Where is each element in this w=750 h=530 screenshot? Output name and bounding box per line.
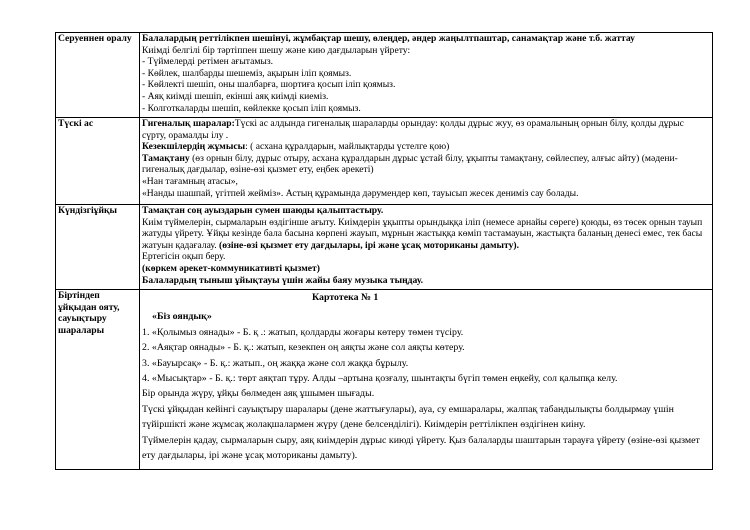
hygiene-paragraph xyxy=(142,118,710,141)
table-row xyxy=(56,33,713,118)
list-item: 4. «Мысықтар» - Б. қ.: төрт аяқтап тұру. Алды –артына қозғалу, шынтақты бүгіп төмен еңкейу, сол қалыпқа келу. xyxy=(142,373,618,385)
sleep-text: Киім түймелерін, сырмаларын өздігінше ағыту. Киімдерін ұқыпты орындыққа іліп (немесе арнайы сөреге) қоюды, өз төсек орнын тауып жатуды үйрету. Ұйқы кезінде бала басына көрпені жауып, мұрнын жастыққа көміп тастамауын, жастықта баланың денесі емес, тек басы жатуын қадағалау. xyxy=(142,216,703,251)
text-line: - Көйлек, шалбарды шешеміз, ақырын іліп қоямыз. xyxy=(142,67,352,79)
daily-schedule-table xyxy=(55,32,713,470)
row-heading: Тамақтан соң ауыздарын сумен шаюды қалыптастыру. xyxy=(142,205,384,216)
text-line: «Нан тағамның атасы», xyxy=(142,175,238,187)
hygiene-text: Түскі ас алдында гигеналық шараларды орындау: қолды дұрыс жуу, өз орамалының орнын білу, қолды дұрыс сүрту, орамалды ілу . xyxy=(142,118,684,141)
sleep-skills-note: (өзіне-өзі қызмет ету дағдылары, ірі және ұсақ моториканы дамыту). xyxy=(216,239,519,251)
table-row xyxy=(56,118,713,205)
list-item: Бір орында жүру, ұйқы бөлмеден аяқ ұшымен шығады. xyxy=(142,388,375,400)
text-line: - Аяқ киімді шешіп, екінші аяқ киімді киеміз. xyxy=(142,90,329,102)
row-label: Серуеннен оралу xyxy=(56,33,140,118)
text-line: Киімді белгілі бір тәртіппен шешу және кию дағдыларын үйрету: xyxy=(142,44,411,56)
list-item: 3. «Бауырсақ» - Б. қ.: жатып., оң жаққа және сол жаққа бұрылу. xyxy=(142,357,409,369)
hygiene-label: Гигеналық шаралар: xyxy=(142,118,235,129)
row-label: Күндізгіұйқы xyxy=(56,205,140,290)
table-row xyxy=(56,290,713,470)
row-heading: Балалардың реттілікпен шешінуі, жұмбақтар шешу, өлеңдер, әндер жаңылтпаштар, санамақтар және т.б. жаттау xyxy=(142,33,635,44)
duty-paragraph xyxy=(142,141,710,153)
text-line: Балалардың тыныш ұйықтауы үшін жайы баяу музыка тыңдау. xyxy=(142,274,424,286)
card-subtitle: «Біз ояндық» xyxy=(152,311,212,323)
eating-text: (өз орнын білу, дұрыс отыру, асхана құралдарын дұрыс ұстай білу, ұқыпты тамақтану, сөйлеспеу, алғыс айту) (мәдени-гигеналық дағдылар, өзіне-өзі қызмет ету, еңбек әрекеті) xyxy=(142,152,678,176)
document-page xyxy=(55,32,713,470)
text-line: - Көйлекті шешіп, оны шалбарға, шортиға қосып іліп қоямыз. xyxy=(142,79,396,91)
row-content xyxy=(140,118,713,205)
text-line: - Колготкаларды шешіп, көйлекке қосып іліп қоямыз. xyxy=(142,102,361,114)
list-item: 1. «Қолымыз оянады» - Б. қ .: жатып, қолдарды жоғары көтеру төмен түсіру. xyxy=(142,326,464,338)
eating-paragraph xyxy=(142,153,710,176)
text-line: Ертегісін оқып беру. xyxy=(142,251,226,263)
row-content xyxy=(140,290,713,470)
text-line: (көркем әрекет-коммуникативті қызмет) xyxy=(142,262,320,274)
row-label: Түскі ас xyxy=(56,118,140,205)
sleep-paragraph xyxy=(142,217,710,252)
row-content xyxy=(140,33,713,118)
text-line: «Нанды шашпай, үгітпей жейміз». Астың құрамында дәрумендер көп, тауысып жесек дениміз сау болады. xyxy=(142,187,579,199)
list-item: Түскі ұйқыдан кейінгі сауықтыру шаралары (дене жаттығулары), ауа, су емшаралары, жалпақ табандылықты болдырмау үшін түйіршікті және жұмсақ жолақшалармен жүру (дене белсенділігі). Киімдерін реттілікпен өздігінен киіну. xyxy=(142,403,674,431)
text-line: - Түймелерді ретімен ағытамыз. xyxy=(142,56,274,68)
eating-label: Тамақтану xyxy=(142,152,190,164)
duty-text: : ( асхана құралдарын, майлықтарды үстелге қою) xyxy=(245,141,450,153)
list-item: Түймелерін қадау, сырмаларын сыру, аяқ киімдерін дұрыс киюді үйрету. Қыз балаларды шаштарын тарауға үйрету (өзіне-өзі қызмет ету дағдылары, ірі және ұсақ моториканы дамыту). xyxy=(142,434,700,462)
card-title: Картотека № 1 xyxy=(312,292,379,303)
row-label: Біртіндеп ұйқыдан ояту, сауықтыру шаралары xyxy=(56,290,140,470)
duty-label: Кезекшілердің жұмысы xyxy=(142,141,246,153)
list-item: 2. «Аяқтар оянады» - Б. қ.: жатып, кезекпен оң аяқты және сол аяқты көтеру. xyxy=(142,342,465,354)
table-row xyxy=(56,205,713,290)
row-content xyxy=(140,205,713,290)
